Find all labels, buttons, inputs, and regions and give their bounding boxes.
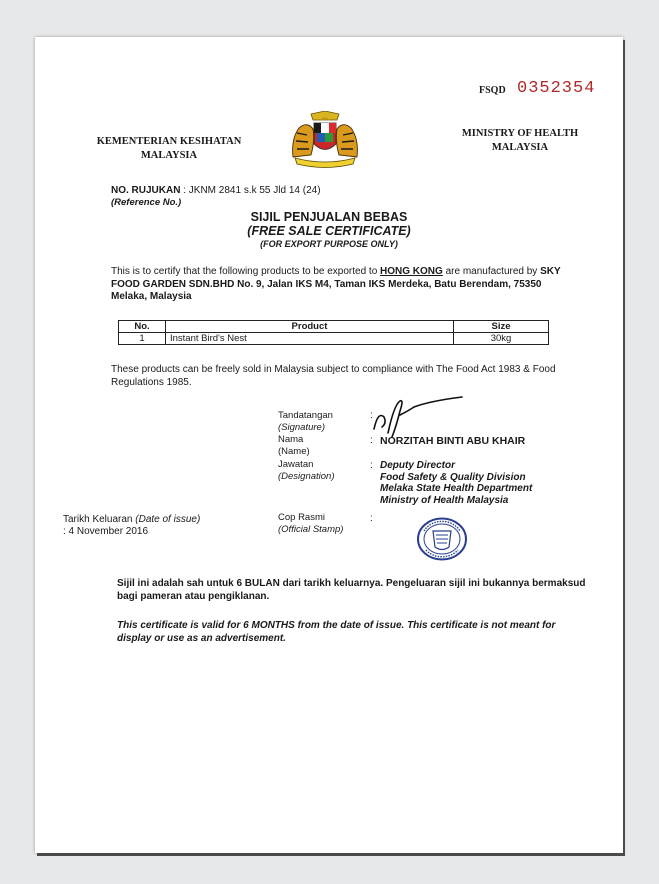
issue-date-label-en: (Date of issue) (135, 514, 201, 525)
title-malay: SIJIL PENJUALAN BEBAS (250, 210, 408, 224)
signature-icon (370, 393, 470, 439)
name-label-en: (Name) (278, 446, 310, 457)
header-size: Size (454, 321, 549, 333)
cell-no: 1 (119, 333, 166, 345)
signature-label-en: (Signature) (278, 422, 325, 433)
ministry-english: MINISTRY OF HEALTH MALAYSIA (461, 128, 579, 153)
designation-line: Melaka State Health Department (380, 483, 533, 494)
issue-date-label-line (63, 514, 200, 526)
signature-colon: : (370, 410, 373, 421)
stamp-label: Cop Rasmi (278, 512, 325, 523)
cell-size: 30kg (454, 333, 549, 345)
stamp-label-en: (Official Stamp) (278, 524, 344, 535)
designation-label-en: (Designation) (278, 471, 335, 482)
certify-statement (111, 266, 571, 304)
title-english: (FREE SALE CERTIFICATE) (247, 224, 411, 238)
freely-sold-statement: These products can be freely sold in Malaysia subject to compliance with The Food Act 1983 & Food Regulations 1985. (111, 364, 556, 388)
certify-prefix: This is to certify that the following products to be exported to (111, 266, 381, 277)
reference-label: NO. RUJUKAN (111, 185, 181, 196)
cell-product: Instant Bird's Nest (166, 333, 454, 345)
reference-label-en: (Reference No.) (111, 197, 182, 208)
title-purpose: (FOR EXPORT PURPOSE ONLY) (260, 239, 398, 249)
table-row (119, 333, 549, 345)
designation-colon: : (370, 460, 373, 471)
header-no: No. (119, 321, 166, 333)
designation-line: Deputy Director (380, 460, 456, 471)
reference-value: : JKNM 2841 s.k 55 Jld 14 (24) (183, 185, 321, 196)
fsqd-number: 0352354 (517, 79, 596, 98)
stamp-colon: : (370, 513, 373, 524)
validity-english: This certificate is valid for 6 MONTHS from the date of issue. This certificate is not meant for display or use as an advertisement. (117, 620, 556, 644)
export-country: HONG KONG (380, 266, 443, 277)
designation-line: Food Safety & Quality Division (380, 471, 526, 483)
name-value: NORZITAH BINTI ABU KHAIR (380, 435, 526, 447)
name-colon: : (370, 435, 373, 446)
designation-line: Ministry of Health Malaysia (380, 494, 509, 506)
certify-middle: are manufactured by (442, 266, 541, 277)
malaysia-coat-of-arms-icon (287, 111, 363, 171)
issue-date-value: : 4 November 2016 (63, 526, 149, 537)
designation-value (380, 460, 532, 506)
product-table (118, 320, 549, 345)
name-label: Nama (278, 434, 304, 445)
signature-label: Tandatangan (278, 410, 333, 421)
certificate-sheet (35, 37, 623, 853)
validity-malay: Sijil ini adalah sah untuk 6 BULAN dari tarikh keluarnya. Pengeluaran sijil ini bukannya bermaksud bagi pameran atau pengiklanan. (117, 578, 586, 602)
reference-line (111, 185, 321, 196)
official-stamp-icon (416, 517, 468, 561)
manufacturer: SKY FOOD GARDEN SDN.BHD No. 9, Jalan IKS M4, Taman IKS Merdeka, Batu Berendam, 75350 Melaka, Malaysia (111, 266, 561, 302)
issue-date-label: Tarikh Keluaran (63, 514, 133, 525)
ministry-malay: KEMENTERIAN KESIHATAN MALAYSIA (96, 136, 242, 161)
fsqd-label: FSQD (479, 85, 506, 96)
header-product: Product (166, 321, 454, 333)
table-header-row (119, 321, 549, 333)
designation-label: Jawatan (278, 459, 314, 470)
